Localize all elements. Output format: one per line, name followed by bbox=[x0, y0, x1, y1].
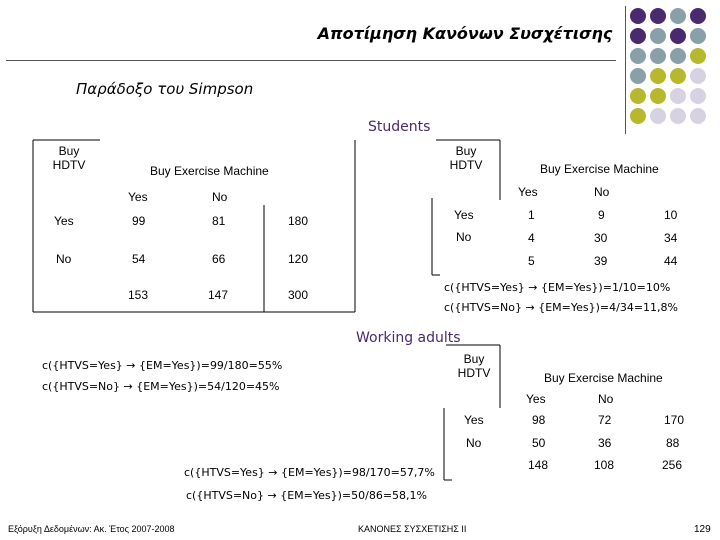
overall-cell: 81 bbox=[212, 214, 226, 228]
overall-cell: 54 bbox=[132, 252, 146, 266]
overall-cell: 153 bbox=[128, 288, 149, 302]
students-cell: 10 bbox=[664, 208, 678, 222]
students-cell: 1 bbox=[528, 208, 535, 222]
overall-cell: 180 bbox=[288, 214, 309, 228]
working-cell: 108 bbox=[594, 458, 615, 472]
working-row-header: Buy HDTV bbox=[457, 352, 491, 380]
working-cell: 88 bbox=[666, 436, 680, 450]
students-cell: 9 bbox=[598, 208, 605, 222]
students-col-header: Buy Exercise Machine bbox=[540, 162, 659, 176]
overall-cell: 300 bbox=[288, 288, 309, 302]
students-row-header: Buy HDTV bbox=[449, 144, 483, 172]
students-col-yes: Yes bbox=[518, 185, 538, 199]
working-row-label: Yes bbox=[464, 413, 484, 427]
students-row-label: Yes bbox=[454, 208, 474, 222]
students-cell: 5 bbox=[528, 254, 535, 268]
overall-row-header: Buy HDTV bbox=[52, 144, 86, 172]
overall-cell: 147 bbox=[208, 288, 229, 302]
working-formula-yes: c({HTVS=Yes} → {EM=Yes})=98/170=57,7% bbox=[184, 466, 435, 479]
working-cell: 256 bbox=[662, 458, 683, 472]
footer-topic: ΚΑΝΟΝΕΣ ΣΥΣΧΕΤΙΣΗΣ ΙΙ bbox=[358, 524, 467, 534]
students-cell: 4 bbox=[528, 231, 535, 245]
working-row-label: No bbox=[466, 436, 482, 450]
overall-col-no: No bbox=[212, 190, 228, 204]
students-label: Students bbox=[368, 119, 431, 135]
slide-title: Αποτίμηση Κανόνων Συσχέτισης bbox=[317, 24, 613, 43]
students-cell: 44 bbox=[664, 254, 678, 268]
overall-cell: 99 bbox=[132, 214, 146, 228]
students-formula-no: c({HTVS=No} → {EM=Yes})=4/34=11,8% bbox=[444, 301, 679, 314]
working-cell: 36 bbox=[598, 436, 612, 450]
working-cell: 72 bbox=[598, 413, 612, 427]
slide-subtitle: Παράδοξο του Simpson bbox=[76, 80, 254, 98]
overall-cell: 120 bbox=[288, 252, 309, 266]
working-adults-label: Working adults bbox=[356, 330, 461, 346]
students-cell: 39 bbox=[594, 254, 608, 268]
overall-cell: 66 bbox=[212, 252, 226, 266]
working-cell: 50 bbox=[532, 436, 546, 450]
students-col-no: No bbox=[594, 185, 610, 199]
overall-row-label: Yes bbox=[54, 214, 74, 228]
working-cell: 170 bbox=[664, 413, 685, 427]
footer-course: Εξόρυξη Δεδομένων: Ακ. Έτος 2007-2008 bbox=[8, 524, 175, 534]
students-cell: 30 bbox=[594, 231, 608, 245]
overall-formula-no: c({HTVS=No} → {EM=Yes})=54/120=45% bbox=[42, 380, 280, 393]
overall-formula-yes: c({HTVS=Yes} → {EM=Yes})=99/180=55% bbox=[42, 359, 283, 372]
students-row-label: No bbox=[456, 230, 472, 244]
overall-col-header: Buy Exercise Machine bbox=[150, 164, 269, 178]
students-cell: 34 bbox=[664, 231, 678, 245]
working-col-no: No bbox=[598, 392, 614, 406]
working-cell: 148 bbox=[528, 458, 549, 472]
overall-row-label: No bbox=[56, 252, 72, 266]
students-formula-yes: c({HTVS=Yes} → {EM=Yes})=1/10=10% bbox=[444, 281, 671, 294]
overall-col-yes: Yes bbox=[128, 190, 148, 204]
page-number: 129 bbox=[694, 524, 711, 535]
working-cell: 98 bbox=[532, 413, 546, 427]
working-col-yes: Yes bbox=[526, 392, 546, 406]
working-formula-no: c({HTVS=No} → {EM=Yes})=50/86=58,1% bbox=[186, 489, 428, 502]
working-col-header: Buy Exercise Machine bbox=[544, 371, 663, 385]
